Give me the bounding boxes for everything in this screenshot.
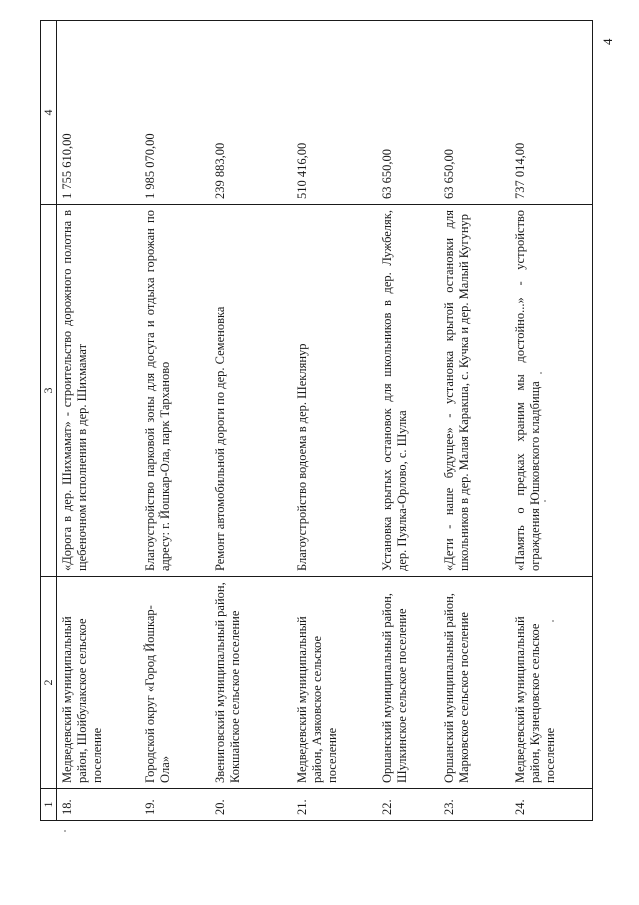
row-number: 24. — [510, 789, 593, 821]
table-row — [210, 21, 293, 821]
amount-cell: 1 755 610,00 — [57, 21, 141, 205]
project-cell: Ремонт автомобильной дороги по дер. Семеновка — [210, 205, 293, 577]
amount-cell: 737 014,00 — [510, 21, 593, 205]
municipality-cell: Медведевский муниципальный район, Кузнецовское сельское поселение — [510, 577, 593, 789]
table-row — [140, 21, 209, 821]
project-cell: Благоустройство водоема в дер. Шеклянур — [292, 205, 377, 577]
table-header-row — [41, 21, 57, 821]
table-row — [57, 21, 141, 821]
municipality-cell: Звениговский муниципальный район, Кокшайское сельское поселение — [210, 577, 293, 789]
projects-table — [40, 20, 593, 821]
table-row — [439, 21, 509, 821]
table-body — [57, 21, 593, 821]
project-cell: «Память о предках храним мы достойно...» - устройство ограждения Юшковского кладбища — [510, 205, 593, 577]
scan-speck — [544, 500, 546, 502]
municipality-cell: Медведевский муниципальный район, Шойбулакское сельское поселение — [57, 577, 141, 789]
header-col-1: 1 — [41, 789, 57, 821]
row-number: 19. — [140, 789, 209, 821]
row-number: 22. — [377, 789, 439, 821]
header-col-4: 4 — [41, 21, 57, 205]
row-number: 20. — [210, 789, 293, 821]
amount-cell: 1 985 070,00 — [140, 21, 209, 205]
municipality-cell: Медведевский муниципальный район, Азяковское сельское поселение — [292, 577, 377, 789]
municipality-cell: Оршанский муниципальный район, Марковское сельское поселение — [439, 577, 509, 789]
project-cell: Благоустройство парковой зоны для досуга и отдыха горожан по адресу: г. Йошкар-Ола, парк Тарханово — [140, 205, 209, 577]
municipality-cell: Городской округ «Город Йошкар-Ола» — [140, 577, 209, 789]
row-number: 23. — [439, 789, 509, 821]
amount-cell: 63 650,00 — [377, 21, 439, 205]
project-cell: «Дорога в дер. Шихмамат» - строительство дорожного полотна в щебеночном исполнении в дер. Шихмамат — [57, 205, 141, 577]
project-cell: «Дети - наше будущее» - установка крытой остановки для школьников в дер. Малая Каракша, с. Кучка и дер. Малый Кугунур — [439, 205, 509, 577]
header-col-2: 2 — [41, 577, 57, 789]
amount-cell: 63 650,00 — [439, 21, 509, 205]
amount-cell: 510 416,00 — [292, 21, 377, 205]
page-number: 4 — [600, 38, 615, 45]
row-number: 18. — [57, 789, 141, 821]
scan-speck — [540, 372, 542, 374]
table-row — [377, 21, 439, 821]
scan-speck — [64, 830, 66, 832]
table-row — [510, 21, 593, 821]
scan-speck — [552, 620, 554, 622]
table-row — [292, 21, 377, 821]
municipality-cell: Оршанский муниципальный район, Шулкинское сельское поселение — [377, 577, 439, 789]
project-cell: Установка крытых остановок для школьников в дер. Лужбеляк, дер. Пуялка-Орлово, с. Шулка — [377, 205, 439, 577]
header-col-3: 3 — [41, 205, 57, 577]
row-number: 21. — [292, 789, 377, 821]
amount-cell: 239 883,00 — [210, 21, 293, 205]
